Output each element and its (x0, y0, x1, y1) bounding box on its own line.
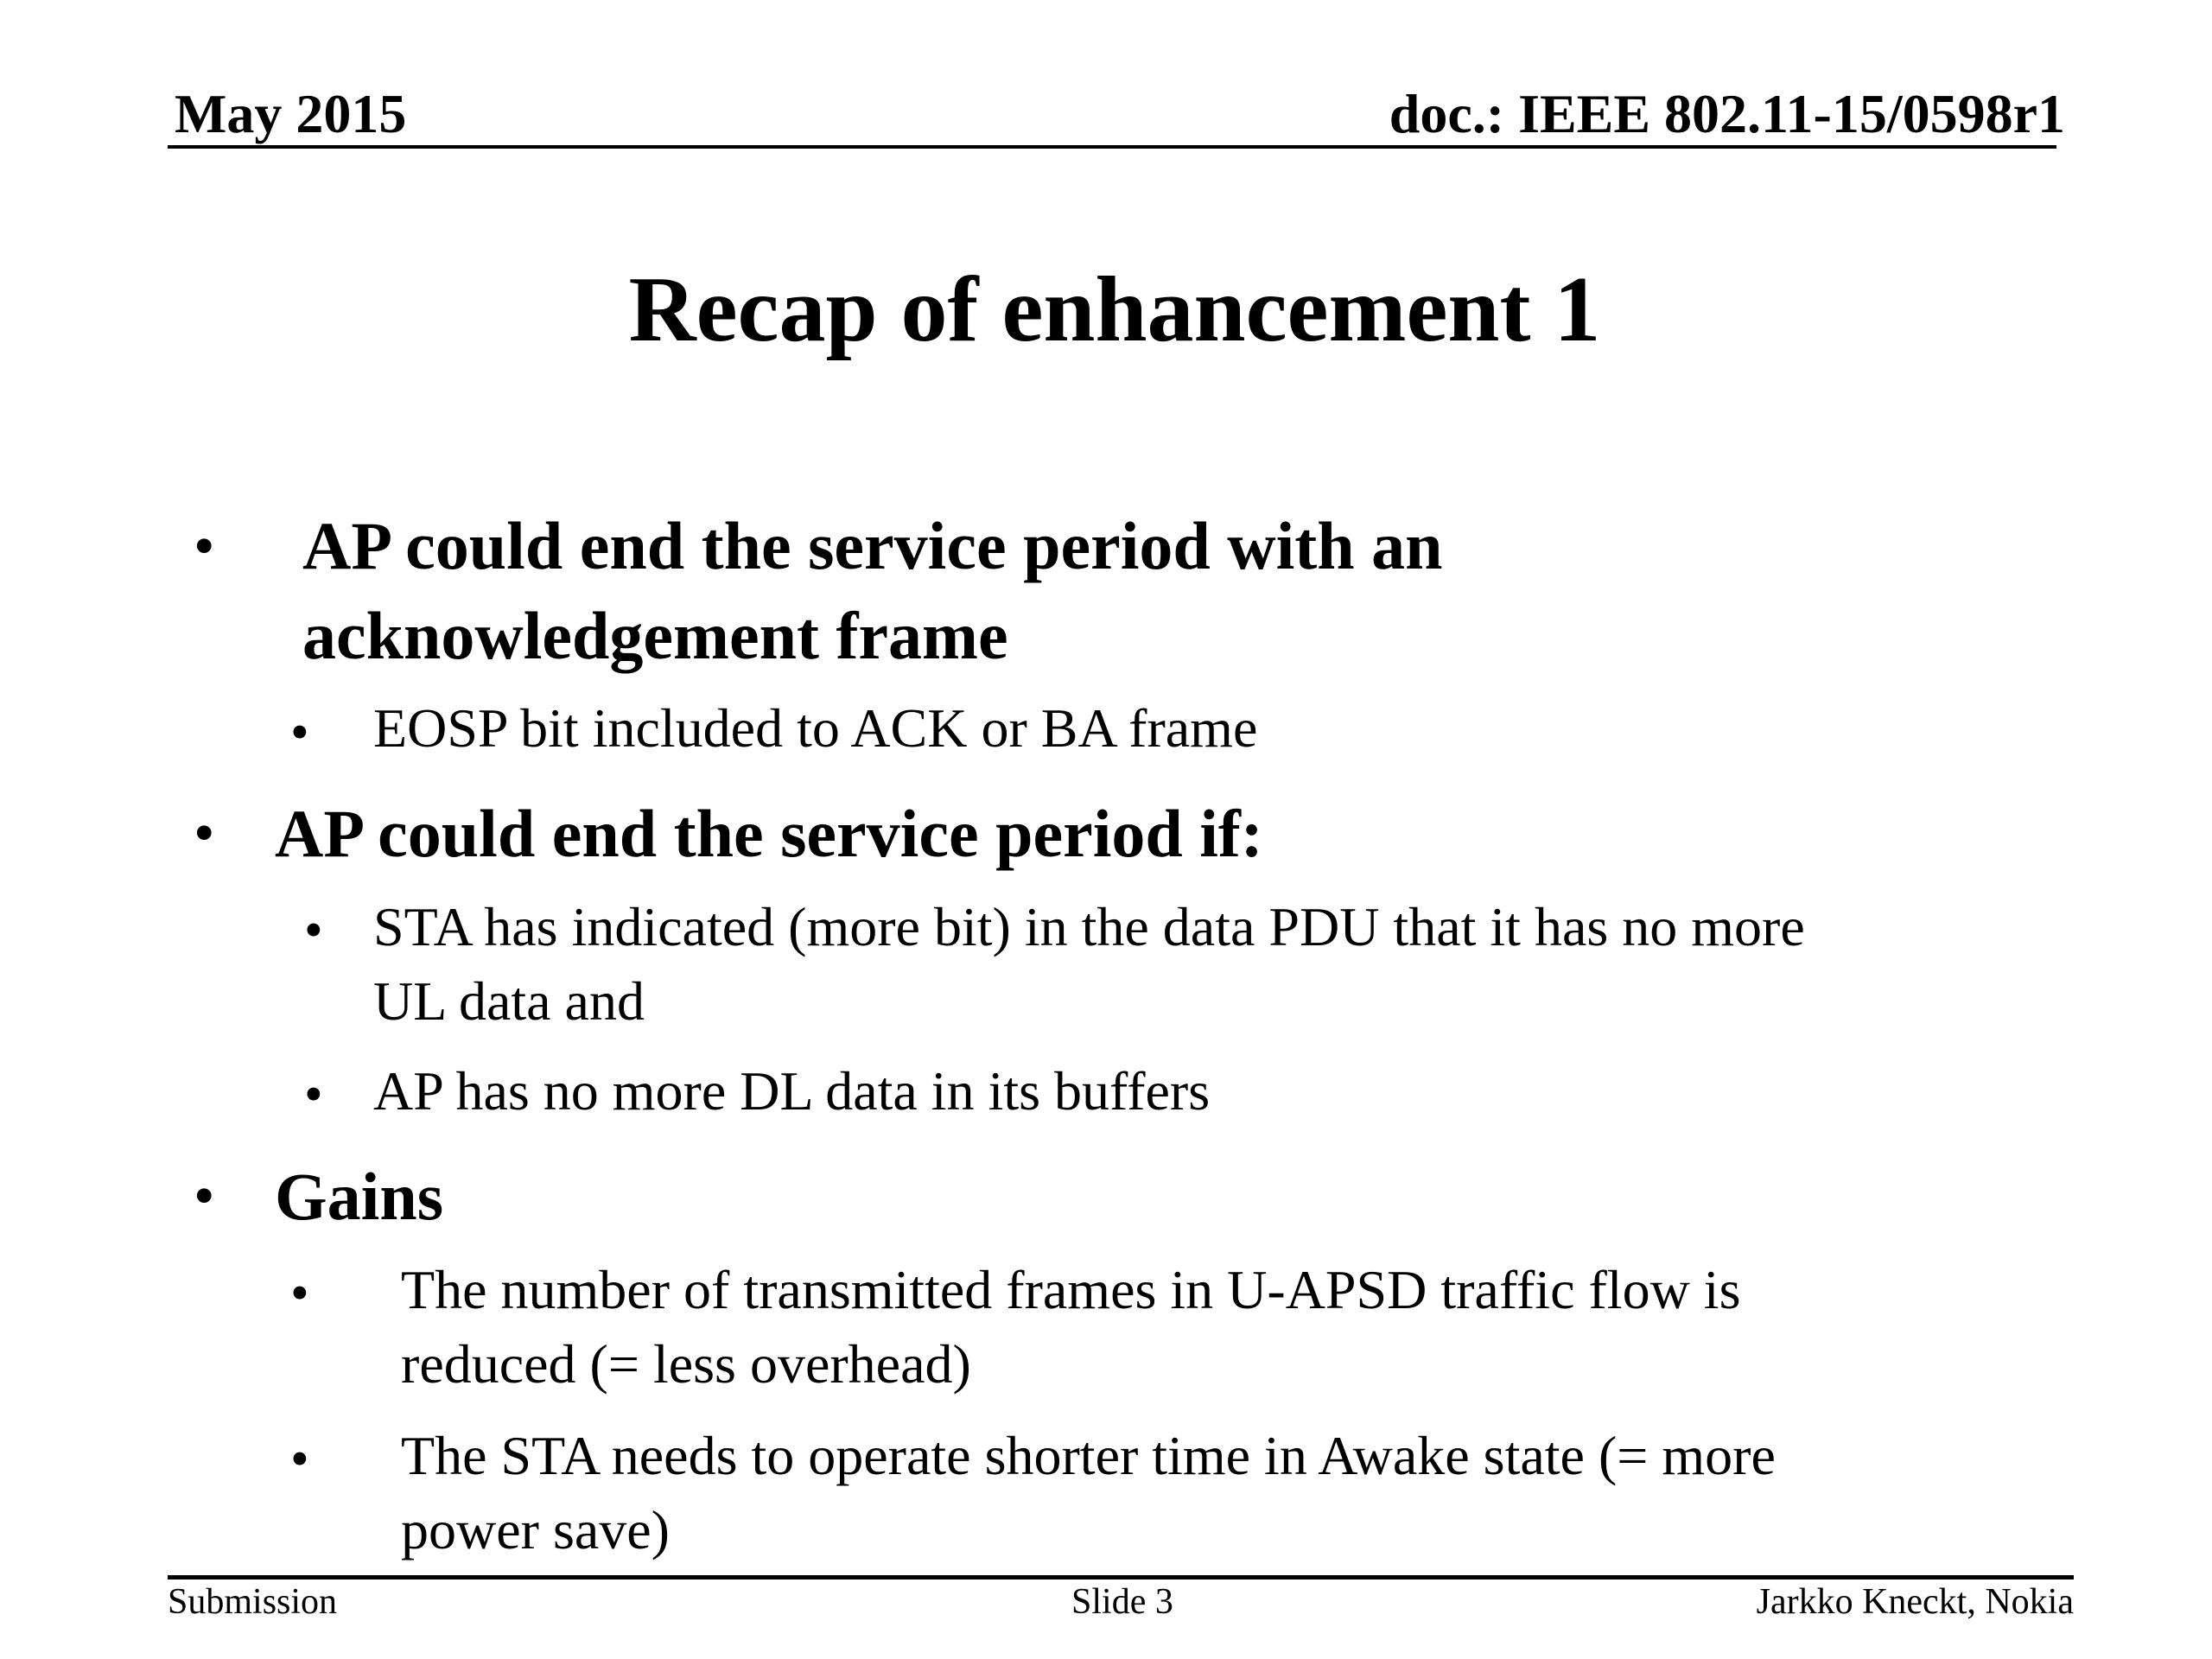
header-doc-id: doc.: IEEE 802.11-15/0598r1 (1389, 83, 2065, 144)
sub-bullet-2-1-text (373, 890, 1805, 1039)
footer-divider (168, 1575, 2074, 1580)
sub-bullet-marker-2-2: • (304, 1065, 323, 1124)
bullet-marker-3: • (194, 1163, 215, 1230)
footer-slide-number: Slide 3 (1071, 1582, 1173, 1622)
bullet-marker-2: • (194, 800, 215, 867)
sub-bullet-3-1-text (401, 1253, 1740, 1402)
sub-bullet-2-2-text (373, 1054, 1210, 1128)
bullet-1-line-1: AP could end the service period with an (302, 508, 1443, 583)
sub-bullet-1-1-text (373, 691, 1257, 766)
sub-bullet-3-1-line-1: The number of transmitted frames in U-APSD traffic flow is (401, 1259, 1741, 1320)
slide-title: Recap of enhancement 1 (628, 258, 1601, 361)
sub-bullet-1-1-line-1: EOSP bit included to ACK or BA frame (373, 697, 1258, 759)
sub-bullet-marker-3-2: • (290, 1430, 309, 1489)
sub-bullet-3-2-text (401, 1419, 1776, 1567)
sub-bullet-2-1-line-1: STA has indicated (more bit) in the data PDU that it has no more (373, 896, 1805, 957)
sub-bullet-3-2-line-1: The STA needs to operate shorter time in Awake state (= more (401, 1425, 1776, 1486)
header-date: May 2015 (175, 83, 407, 144)
sub-bullet-marker-3-1: • (290, 1264, 309, 1323)
sub-bullet-2-1-line-2: UL data and (373, 970, 645, 1032)
footer-author: Jarkko Kneckt, Nokia (1756, 1582, 2074, 1622)
header-divider (168, 145, 2056, 149)
sub-bullet-2-2-line-1: AP has no more DL data in its buffers (373, 1060, 1211, 1122)
sub-bullet-3-1-line-2: reduced (= less overhead) (401, 1333, 971, 1395)
sub-bullet-marker-1-1: • (290, 703, 309, 762)
bullet-3-text (275, 1152, 443, 1242)
sub-bullet-3-2-line-2: power save) (401, 1499, 670, 1560)
bullet-1-text (302, 501, 1443, 681)
footer-submission: Submission (168, 1582, 338, 1622)
bullet-1-line-2: acknowledgement frame (302, 598, 1008, 673)
sub-bullet-marker-2-1: • (304, 901, 323, 960)
bullet-3-line-1: Gains (275, 1159, 444, 1234)
bullet-2-text (275, 789, 1263, 879)
bullet-2-line-1: AP could end the service period if: (275, 796, 1263, 871)
bullet-marker-1: • (194, 513, 215, 580)
